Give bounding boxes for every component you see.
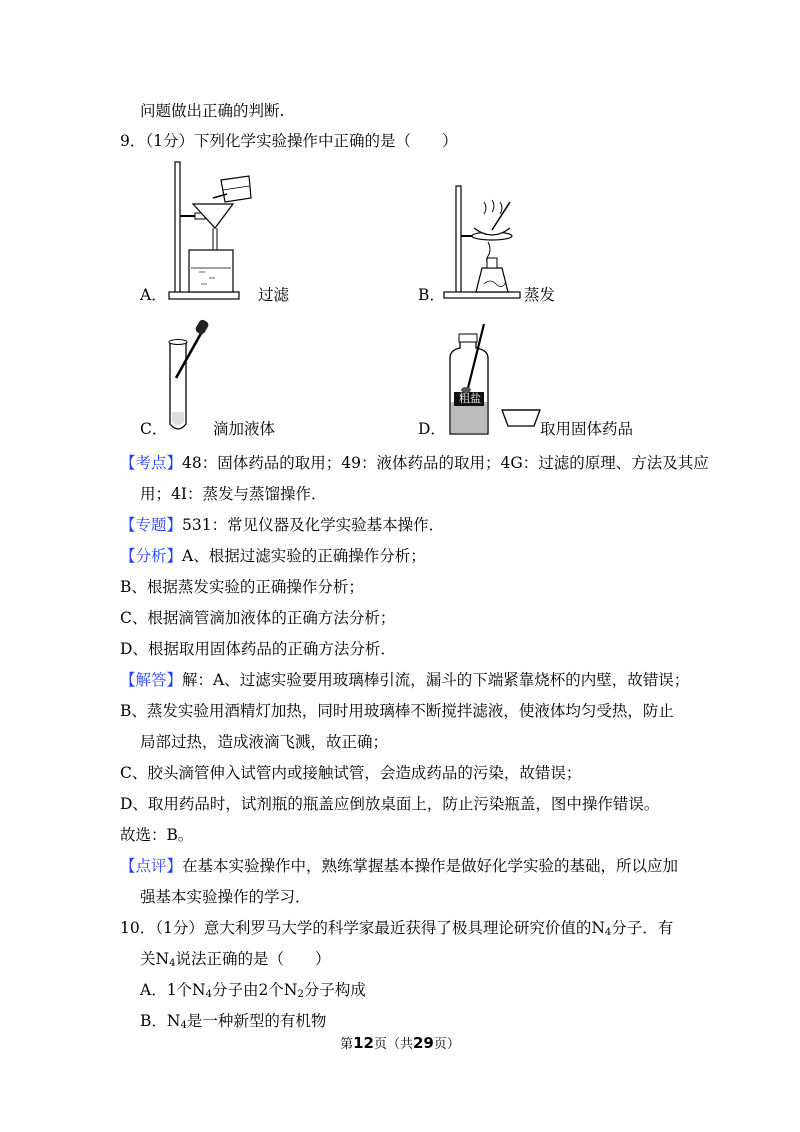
- fenxi-line-a: [120, 545, 426, 567]
- intro-line: 问题做出正确的判断.: [140, 102, 285, 120]
- kaodian-text-1: 48：固体药品的取用；49：液体药品的取用；4G：过滤的原理、方法及其应: [182, 454, 709, 472]
- option-d-label: 取用固体药品: [540, 420, 634, 438]
- q10-option-b[interactable]: B．$N_4$是一种新型的有机物: [140, 1012, 327, 1031]
- dianping-text-1: 在基本实验操作中，熟练掌握基本操作是做好化学实验的基础，所以应加: [182, 857, 679, 875]
- dropper-figure: [166, 318, 216, 436]
- fenxi-line-b: B、根据蒸发实验的正确操作分析；: [120, 578, 364, 596]
- q10-stem-line-2: 关$N_4$说法正确的是（ ）: [140, 950, 331, 969]
- kaodian-tag: 【考点】: [120, 454, 183, 472]
- jieda-line-c: C、胶头滴管伸入试管内或接触试管，会造成药品的污染，故错误；: [120, 764, 582, 782]
- zhuanti-tag: 【专题】: [120, 516, 183, 534]
- jieda-text-a: 解：A、过滤实验要用玻璃棒引流，漏斗的下端紧靠烧杯的内壁，故错误；: [182, 671, 690, 689]
- option-b-label: 蒸发: [524, 286, 556, 304]
- page-footer: 第12页（共29页）: [340, 1034, 460, 1052]
- page-number: 12: [353, 1034, 374, 1052]
- jieda-line-b2: 局部过热，造成液滴飞溅，故正确；: [140, 733, 389, 751]
- q9-option-d[interactable]: [418, 418, 446, 440]
- kaodian-line-1: [120, 452, 709, 474]
- option-c-letter: C．: [140, 420, 168, 438]
- dianping-line-2: 强基本实验操作的学习．: [140, 888, 311, 906]
- q9-stem: 9．（1分）下列化学实验操作中正确的是（ ）: [120, 132, 458, 150]
- jieda-line-b1: B、蒸发实验用酒精灯加热，同时用玻璃棒不断搅拌滤液，使液体均匀受热，防止: [120, 702, 674, 720]
- q9-option-c[interactable]: [140, 418, 167, 440]
- solid-reagent-figure: [444, 322, 544, 438]
- jieda-line-d: D、取用药品时，试剂瓶的瓶盖应倒放桌面上，防止污染瓶盖，图中操作错误。: [120, 795, 660, 813]
- jieda-tag: 【解答】: [120, 671, 183, 689]
- page-total: 29: [413, 1034, 434, 1052]
- q10-option-a[interactable]: A．1个$N_4$分子由2个$N_2$分子构成: [140, 981, 366, 1000]
- jieda-line-a: [120, 669, 689, 691]
- dianping-line-1: [120, 855, 678, 877]
- zhuanti-text: 531：常见仪器及化学实验基本操作．: [182, 516, 445, 534]
- option-a-label: 过滤: [258, 286, 290, 304]
- fenxi-line-d: D、根据取用固体药品的正确方法分析．: [120, 640, 396, 658]
- fenxi-tag: 【分析】: [120, 547, 183, 565]
- kaodian-line-2: 用；4I：蒸发与蒸馏操作．: [140, 485, 327, 503]
- jar-label: 粗盐: [459, 392, 481, 405]
- fenxi-line-c: C、根据滴管滴加液体的正确方法分析；: [120, 609, 396, 627]
- q9-option-a[interactable]: [140, 284, 167, 306]
- zhuanti-line: [120, 514, 444, 536]
- option-a-letter: A．: [140, 286, 167, 304]
- option-c-label: 滴加液体: [213, 420, 276, 438]
- option-d-letter: D．: [418, 420, 446, 438]
- q9-option-b[interactable]: [418, 284, 445, 306]
- evaporation-figure: [436, 184, 526, 302]
- fenxi-text-a: A、根据过滤实验的正确操作分析；: [182, 547, 426, 565]
- option-b-letter: B．: [418, 286, 445, 304]
- q10-stem-line-1: 10．（1分）意大利罗马大学的科学家最近获得了极具理论研究价值的$N_4$分子．有: [120, 919, 674, 938]
- dianping-tag: 【点评】: [120, 857, 183, 875]
- filtration-figure: [165, 158, 265, 304]
- answer-line: 故选：B。: [120, 826, 194, 844]
